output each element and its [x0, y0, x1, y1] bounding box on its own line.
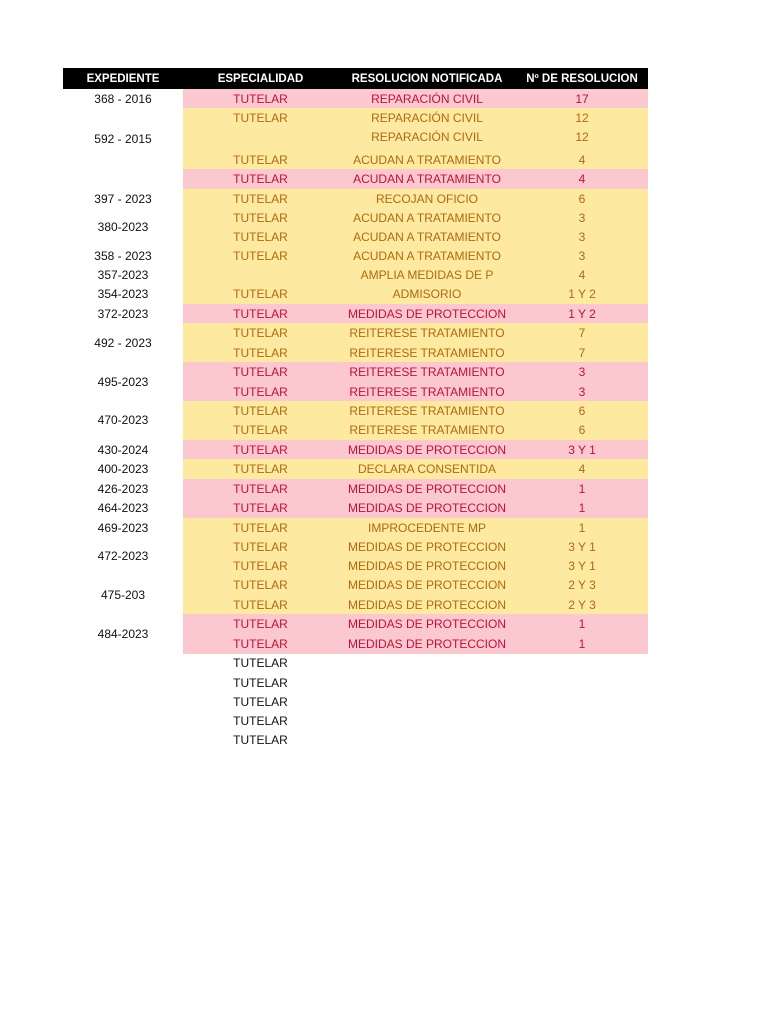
numero-cell: 3	[516, 362, 648, 381]
resolucion-cell: REITERESE TRATAMIENTO	[338, 343, 516, 362]
especialidad-cell: TUTELAR	[233, 732, 288, 747]
especialidad-cell: TUTELAR	[183, 382, 338, 401]
resolucion-cell: REPARACIÓN CIVIL	[338, 108, 516, 127]
numero-cell: 12	[516, 108, 648, 127]
expediente-cell: 475-203	[100, 587, 146, 602]
especialidad-cell	[183, 127, 338, 146]
numero-cell: 4	[516, 169, 648, 188]
numero-cell: 17	[516, 89, 648, 108]
expediente-cell: 372-2023	[97, 306, 149, 321]
especialidad-cell: TUTELAR	[183, 556, 338, 575]
especialidad-cell: TUTELAR	[183, 498, 338, 517]
especialidad-cell: TUTELAR	[183, 401, 338, 420]
numero-cell: 6	[516, 401, 648, 420]
resolucion-cell: MEDIDAS DE PROTECCION	[338, 595, 516, 614]
especialidad-cell: TUTELAR	[183, 246, 338, 265]
resolucion-cell: REITERESE TRATAMIENTO	[338, 401, 516, 420]
expediente-cell: 380-2023	[97, 220, 149, 234]
numero-cell	[516, 711, 648, 730]
numero-cell	[516, 653, 648, 672]
resolucion-cell: IMPROCEDENTE MP	[338, 518, 516, 537]
resolucion-cell: DECLARA CONSENTIDA	[338, 459, 516, 478]
numero-cell: 2 Y 3	[516, 575, 648, 594]
expediente-cell: 357-2023	[97, 267, 149, 282]
expediente-cell: 472-2023	[97, 549, 149, 563]
expediente-cell: 484-2023	[97, 626, 149, 641]
numero-cell: 6	[516, 189, 648, 208]
numero-cell: 3	[516, 208, 648, 227]
numero-cell: 3	[516, 227, 648, 246]
expediente-cell: 492 - 2023	[94, 335, 152, 350]
expediente-cell: 592 - 2015	[94, 131, 152, 146]
resolucion-cell: REITERESE TRATAMIENTO	[338, 382, 516, 401]
especialidad-cell: TUTELAR	[183, 595, 338, 614]
resolucion-cell	[338, 730, 516, 749]
header-expediente: EXPEDIENTE	[63, 68, 183, 89]
numero-cell: 4	[516, 150, 648, 169]
numero-cell: 1	[516, 518, 648, 537]
especialidad-cell: TUTELAR	[183, 169, 338, 188]
resolucion-cell	[338, 653, 516, 672]
especialidad-cell: TUTELAR	[183, 304, 338, 323]
resolucion-cell: MEDIDAS DE PROTECCION	[338, 614, 516, 633]
numero-cell: 1	[516, 479, 648, 498]
especialidad-cell: TUTELAR	[183, 343, 338, 362]
especialidad-cell: TUTELAR	[183, 284, 338, 303]
resolucion-cell: MEDIDAS DE PROTECCION	[338, 575, 516, 594]
especialidad-cell: TUTELAR	[183, 189, 338, 208]
numero-cell: 1	[516, 634, 648, 653]
especialidad-cell: TUTELAR	[183, 108, 338, 127]
expediente-cell: 430-2024	[97, 442, 149, 457]
numero-cell: 6	[516, 420, 648, 439]
header-especialidad: ESPECIALIDAD	[183, 68, 338, 89]
resolucion-cell: ACUDAN A TRATAMIENTO	[338, 246, 516, 265]
especialidad-cell	[183, 265, 338, 284]
expediente-cell: 358 - 2023	[94, 248, 152, 263]
expediente-cell: 397 - 2023	[94, 191, 152, 206]
especialidad-cell: TUTELAR	[183, 323, 338, 342]
especialidad-cell: TUTELAR	[183, 575, 338, 594]
numero-cell: 3 Y 1	[516, 440, 648, 459]
expediente-cell: 368 - 2016	[94, 91, 152, 106]
resolucion-cell: REPARACIÓN CIVIL	[338, 89, 516, 108]
especialidad-cell: TUTELAR	[183, 227, 338, 246]
resolucion-cell: AMPLIA MEDIDAS DE P	[338, 265, 516, 284]
numero-cell: 3	[516, 382, 648, 401]
especialidad-cell: TUTELAR	[183, 440, 338, 459]
especialidad-cell: TUTELAR	[183, 537, 338, 556]
resolucion-cell: MEDIDAS DE PROTECCION	[338, 440, 516, 459]
resolucion-cell	[338, 673, 516, 692]
numero-cell: 7	[516, 343, 648, 362]
resolucion-cell: ACUDAN A TRATAMIENTO	[338, 150, 516, 169]
numero-cell: 2 Y 3	[516, 595, 648, 614]
numero-cell: 7	[516, 323, 648, 342]
resolucion-cell	[338, 711, 516, 730]
especialidad-cell: TUTELAR	[183, 420, 338, 439]
expediente-cell: 469-2023	[97, 520, 149, 535]
resolucion-cell: ADMISORIO	[338, 284, 516, 303]
especialidad-cell: TUTELAR	[233, 713, 288, 728]
especialidad-cell: TUTELAR	[183, 150, 338, 169]
especialidad-cell: TUTELAR	[233, 694, 288, 709]
resolucion-cell: ACUDAN A TRATAMIENTO	[338, 169, 516, 188]
numero-cell: 1	[516, 614, 648, 633]
resolucion-cell: REITERESE TRATAMIENTO	[338, 323, 516, 342]
expediente-cell: 464-2023	[97, 500, 149, 515]
resolucion-cell: REPARACIÓN CIVIL	[338, 127, 516, 146]
especialidad-cell: TUTELAR	[183, 89, 338, 108]
expediente-cell: 470-2023	[97, 413, 149, 427]
numero-cell: 12	[516, 127, 648, 146]
resolucion-cell: REITERESE TRATAMIENTO	[338, 362, 516, 381]
header-resolucion: RESOLUCION NOTIFICADA	[338, 68, 516, 89]
resolucion-cell: RECOJAN OFICIO	[338, 189, 516, 208]
numero-cell: 4	[516, 459, 648, 478]
numero-cell: 3	[516, 246, 648, 265]
especialidad-cell: TUTELAR	[183, 362, 338, 381]
especialidad-cell: TUTELAR	[183, 208, 338, 227]
numero-cell	[516, 673, 648, 692]
especialidad-cell: TUTELAR	[183, 459, 338, 478]
resolucion-cell: ACUDAN A TRATAMIENTO	[338, 208, 516, 227]
especialidad-cell: TUTELAR	[183, 518, 338, 537]
numero-cell: 1 Y 2	[516, 304, 648, 323]
resolucion-cell: MEDIDAS DE PROTECCION	[338, 556, 516, 575]
resolucion-cell: REITERESE TRATAMIENTO	[338, 420, 516, 439]
expediente-cell: 495-2023	[97, 374, 149, 389]
resolucion-cell: MEDIDAS DE PROTECCION	[338, 479, 516, 498]
especialidad-cell: TUTELAR	[233, 655, 288, 670]
numero-cell: 3 Y 1	[516, 556, 648, 575]
especialidad-cell: TUTELAR	[183, 614, 338, 633]
numero-cell	[516, 692, 648, 711]
numero-cell: 1 Y 2	[516, 284, 648, 303]
resolucion-cell: MEDIDAS DE PROTECCION	[338, 634, 516, 653]
especialidad-cell: TUTELAR	[183, 479, 338, 498]
especialidad-cell: TUTELAR	[233, 675, 288, 690]
resolucion-cell: MEDIDAS DE PROTECCION	[338, 537, 516, 556]
numero-cell: 1	[516, 498, 648, 517]
especialidad-cell: TUTELAR	[183, 634, 338, 653]
header-numero: Nº DE RESOLUCION	[516, 68, 648, 89]
expediente-cell: 354-2023	[97, 286, 149, 301]
resolucion-cell: ACUDAN A TRATAMIENTO	[338, 227, 516, 246]
resolucion-cell	[338, 692, 516, 711]
numero-cell: 3 Y 1	[516, 537, 648, 556]
resolucion-cell: MEDIDAS DE PROTECCION	[338, 498, 516, 517]
resolucion-cell: MEDIDAS DE PROTECCION	[338, 304, 516, 323]
numero-cell	[516, 730, 648, 749]
numero-cell: 4	[516, 265, 648, 284]
expediente-cell: 400-2023	[97, 461, 149, 476]
expediente-cell: 426-2023	[97, 481, 149, 496]
